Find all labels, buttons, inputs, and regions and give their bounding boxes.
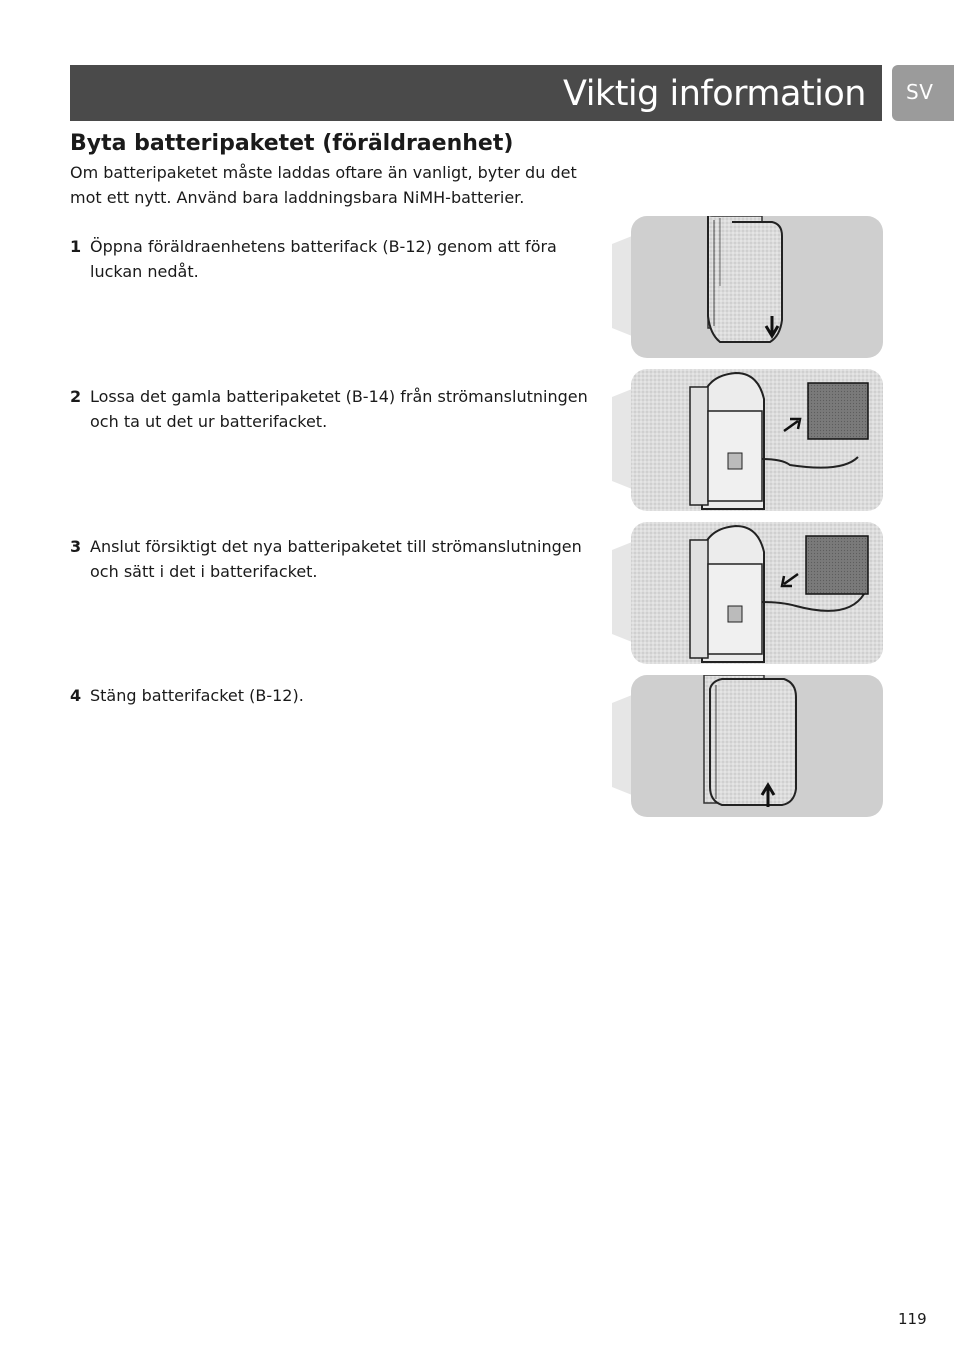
step-2 <box>70 384 600 434</box>
language-tab <box>892 65 954 121</box>
step-number: 4 <box>70 686 82 705</box>
step-number: 2 <box>70 387 82 406</box>
intro-paragraph: Om batteripaketet måste laddas oftare än vanligt, byter du det mot ett nytt. Använd bara laddningsbara NiMH-batterier. <box>70 163 577 207</box>
illustration-open-cover <box>612 216 884 358</box>
illustration-remove-battery <box>612 369 884 511</box>
step-1 <box>70 234 600 284</box>
step-text: Lossa det gamla batteripaketet (B-14) från strömanslutningen och ta ut det ur batterifacket. <box>90 387 588 431</box>
language-label: SV <box>906 80 934 104</box>
step-number: 3 <box>70 537 82 556</box>
illustration-close-cover <box>612 675 884 817</box>
step-text: Anslut försiktigt det nya batteripaketet till strömanslutningen och sätt i det i batterifacket. <box>90 537 582 581</box>
section-title: Byta batteripaketet (föräldraenhet) <box>70 131 514 156</box>
page-number: 119 <box>898 1310 927 1328</box>
illustration-insert-battery <box>612 522 884 664</box>
page-title: Viktig information <box>563 74 866 114</box>
step-3 <box>70 534 600 584</box>
header-bar <box>70 65 882 121</box>
step-text: Öppna föräldraenhetens batterifack (B-12) genom att föra luckan nedåt. <box>90 237 557 281</box>
step-4 <box>70 683 600 708</box>
step-text: Stäng batterifacket (B-12). <box>90 686 304 705</box>
step-number: 1 <box>70 237 82 256</box>
